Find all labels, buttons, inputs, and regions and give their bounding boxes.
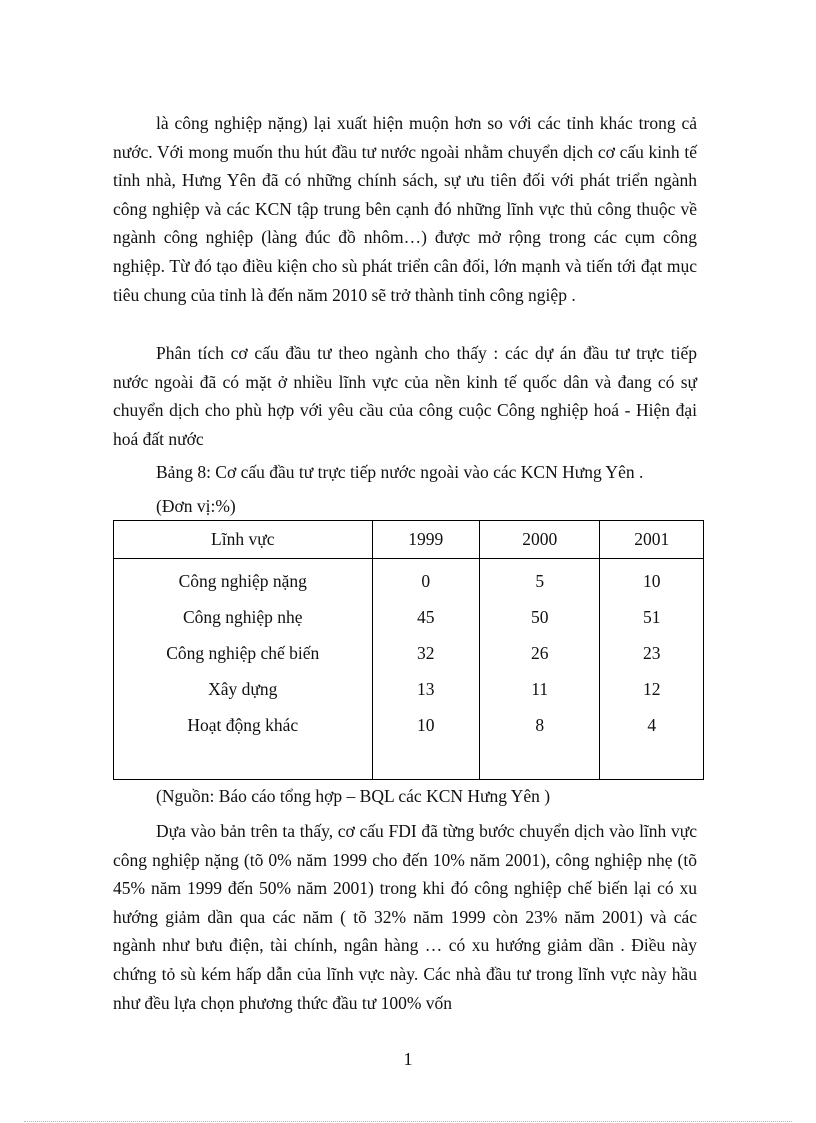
cell-2000: 11 (480, 671, 600, 707)
cell-sector (114, 743, 373, 780)
footer-divider (24, 1121, 792, 1122)
cell-1999: 32 (372, 635, 480, 671)
table-row (114, 635, 704, 671)
table-row (114, 559, 704, 600)
cell-2000: 8 (480, 707, 600, 743)
cell-1999: 0 (372, 559, 480, 600)
table-header-row (114, 521, 704, 559)
header-1999: 1999 (372, 521, 480, 559)
cell-2001: 4 (600, 707, 704, 743)
cell-2001: 12 (600, 671, 704, 707)
header-sector: Lĩnh vực (114, 521, 373, 559)
header-2001: 2001 (600, 521, 704, 559)
table-row (114, 599, 704, 635)
table-row-empty (114, 743, 704, 780)
table-title: Bảng 8: Cơ cấu đầu tư trực tiếp nước ngoài vào các KCN Hưng Yên . (156, 462, 644, 482)
table-source: (Nguồn: Báo cáo tổng hợp – BQL các KCN Hưng Yên ) (156, 786, 551, 806)
cell-sector: Hoạt động khác (114, 707, 373, 743)
cell-2001: 51 (600, 599, 704, 635)
cell-2000: 5 (480, 559, 600, 600)
paragraph-conclusion: Dựa vào bản trên ta thấy, cơ cấu FDI đã từng bước chuyển dịch vào lĩnh vực công nghiệp nặng (tõ 0% năm 1999 cho đến 10% năm 2001), công nghiệp nhẹ (tõ 45% năm 1999 đến 50% năm 2001) trong khi đó công nghiệp chế biến lại có xu hướng giảm dần qua các năm ( tõ 32% năm 1999 còn 23% năm 2001) và các ngành như bưu điện, tài chính, ngân hàng … có xu hướng giảm dần . Điều này chứng tỏ sù kém hấp dẫn của lĩnh vực này. Các nhà đầu tư trong lĩnh vực này hầu như đều lựa chọn phương thức đầu tư 100% vốn (113, 821, 697, 1013)
cell-2001 (600, 743, 704, 780)
table-row (114, 671, 704, 707)
cell-2001: 10 (600, 559, 704, 600)
paragraph-intro: là công nghiệp nặng) lại xuất hiện muộn hơn so với các tỉnh khác trong cả nước. Với mong muốn thu hút đầu tư nước ngoài nhằm chuyển dịch cơ cấu kinh tế tỉnh nhà, Hưng Yên đã có những chính sách, sự ưu tiên đối với phát triển ngành công nghiệp và các KCN tập trung bên cạnh đó những lĩnh vực thủ công thuộc về ngành công nghiệp (làng đúc đồ nhôm…) được mở rộng trong các cụm công nghiệp. Từ đó tạo điều kiện cho sù phát triển cân đối, lớn mạnh và tiến tới đạt mục tiêu chung của tỉnh là đến năm 2010 sẽ trở thành tỉnh công ngiệp . (113, 113, 697, 305)
cell-2000: 26 (480, 635, 600, 671)
cell-sector: Công nghiệp nhẹ (114, 599, 373, 635)
table-unit: (Đơn vị:%) (156, 496, 236, 516)
cell-2001: 23 (600, 635, 704, 671)
table-row (114, 707, 704, 743)
cell-sector: Công nghiệp chế biến (114, 635, 373, 671)
page-number: 1 (403, 1049, 413, 1069)
paragraph-analysis: Phân tích cơ cấu đầu tư theo ngành cho thấy : các dự án đầu tư trực tiếp nước ngoài đã có mặt ở nhiều lĩnh vực của nền kinh tế quốc dân và đang có sự chuyển dịch cho phù hợp với yêu cầu của công cuộc Công nghiệp hoá - Hiện đại hoá đất nước (113, 343, 697, 449)
cell-1999: 45 (372, 599, 480, 635)
cell-2000 (480, 743, 600, 780)
cell-1999: 10 (372, 707, 480, 743)
cell-2000: 50 (480, 599, 600, 635)
header-2000: 2000 (480, 521, 600, 559)
cell-1999 (372, 743, 480, 780)
cell-sector: Xây dựng (114, 671, 373, 707)
investment-structure-table (113, 520, 704, 780)
cell-1999: 13 (372, 671, 480, 707)
cell-sector: Công nghiệp nặng (114, 559, 373, 600)
